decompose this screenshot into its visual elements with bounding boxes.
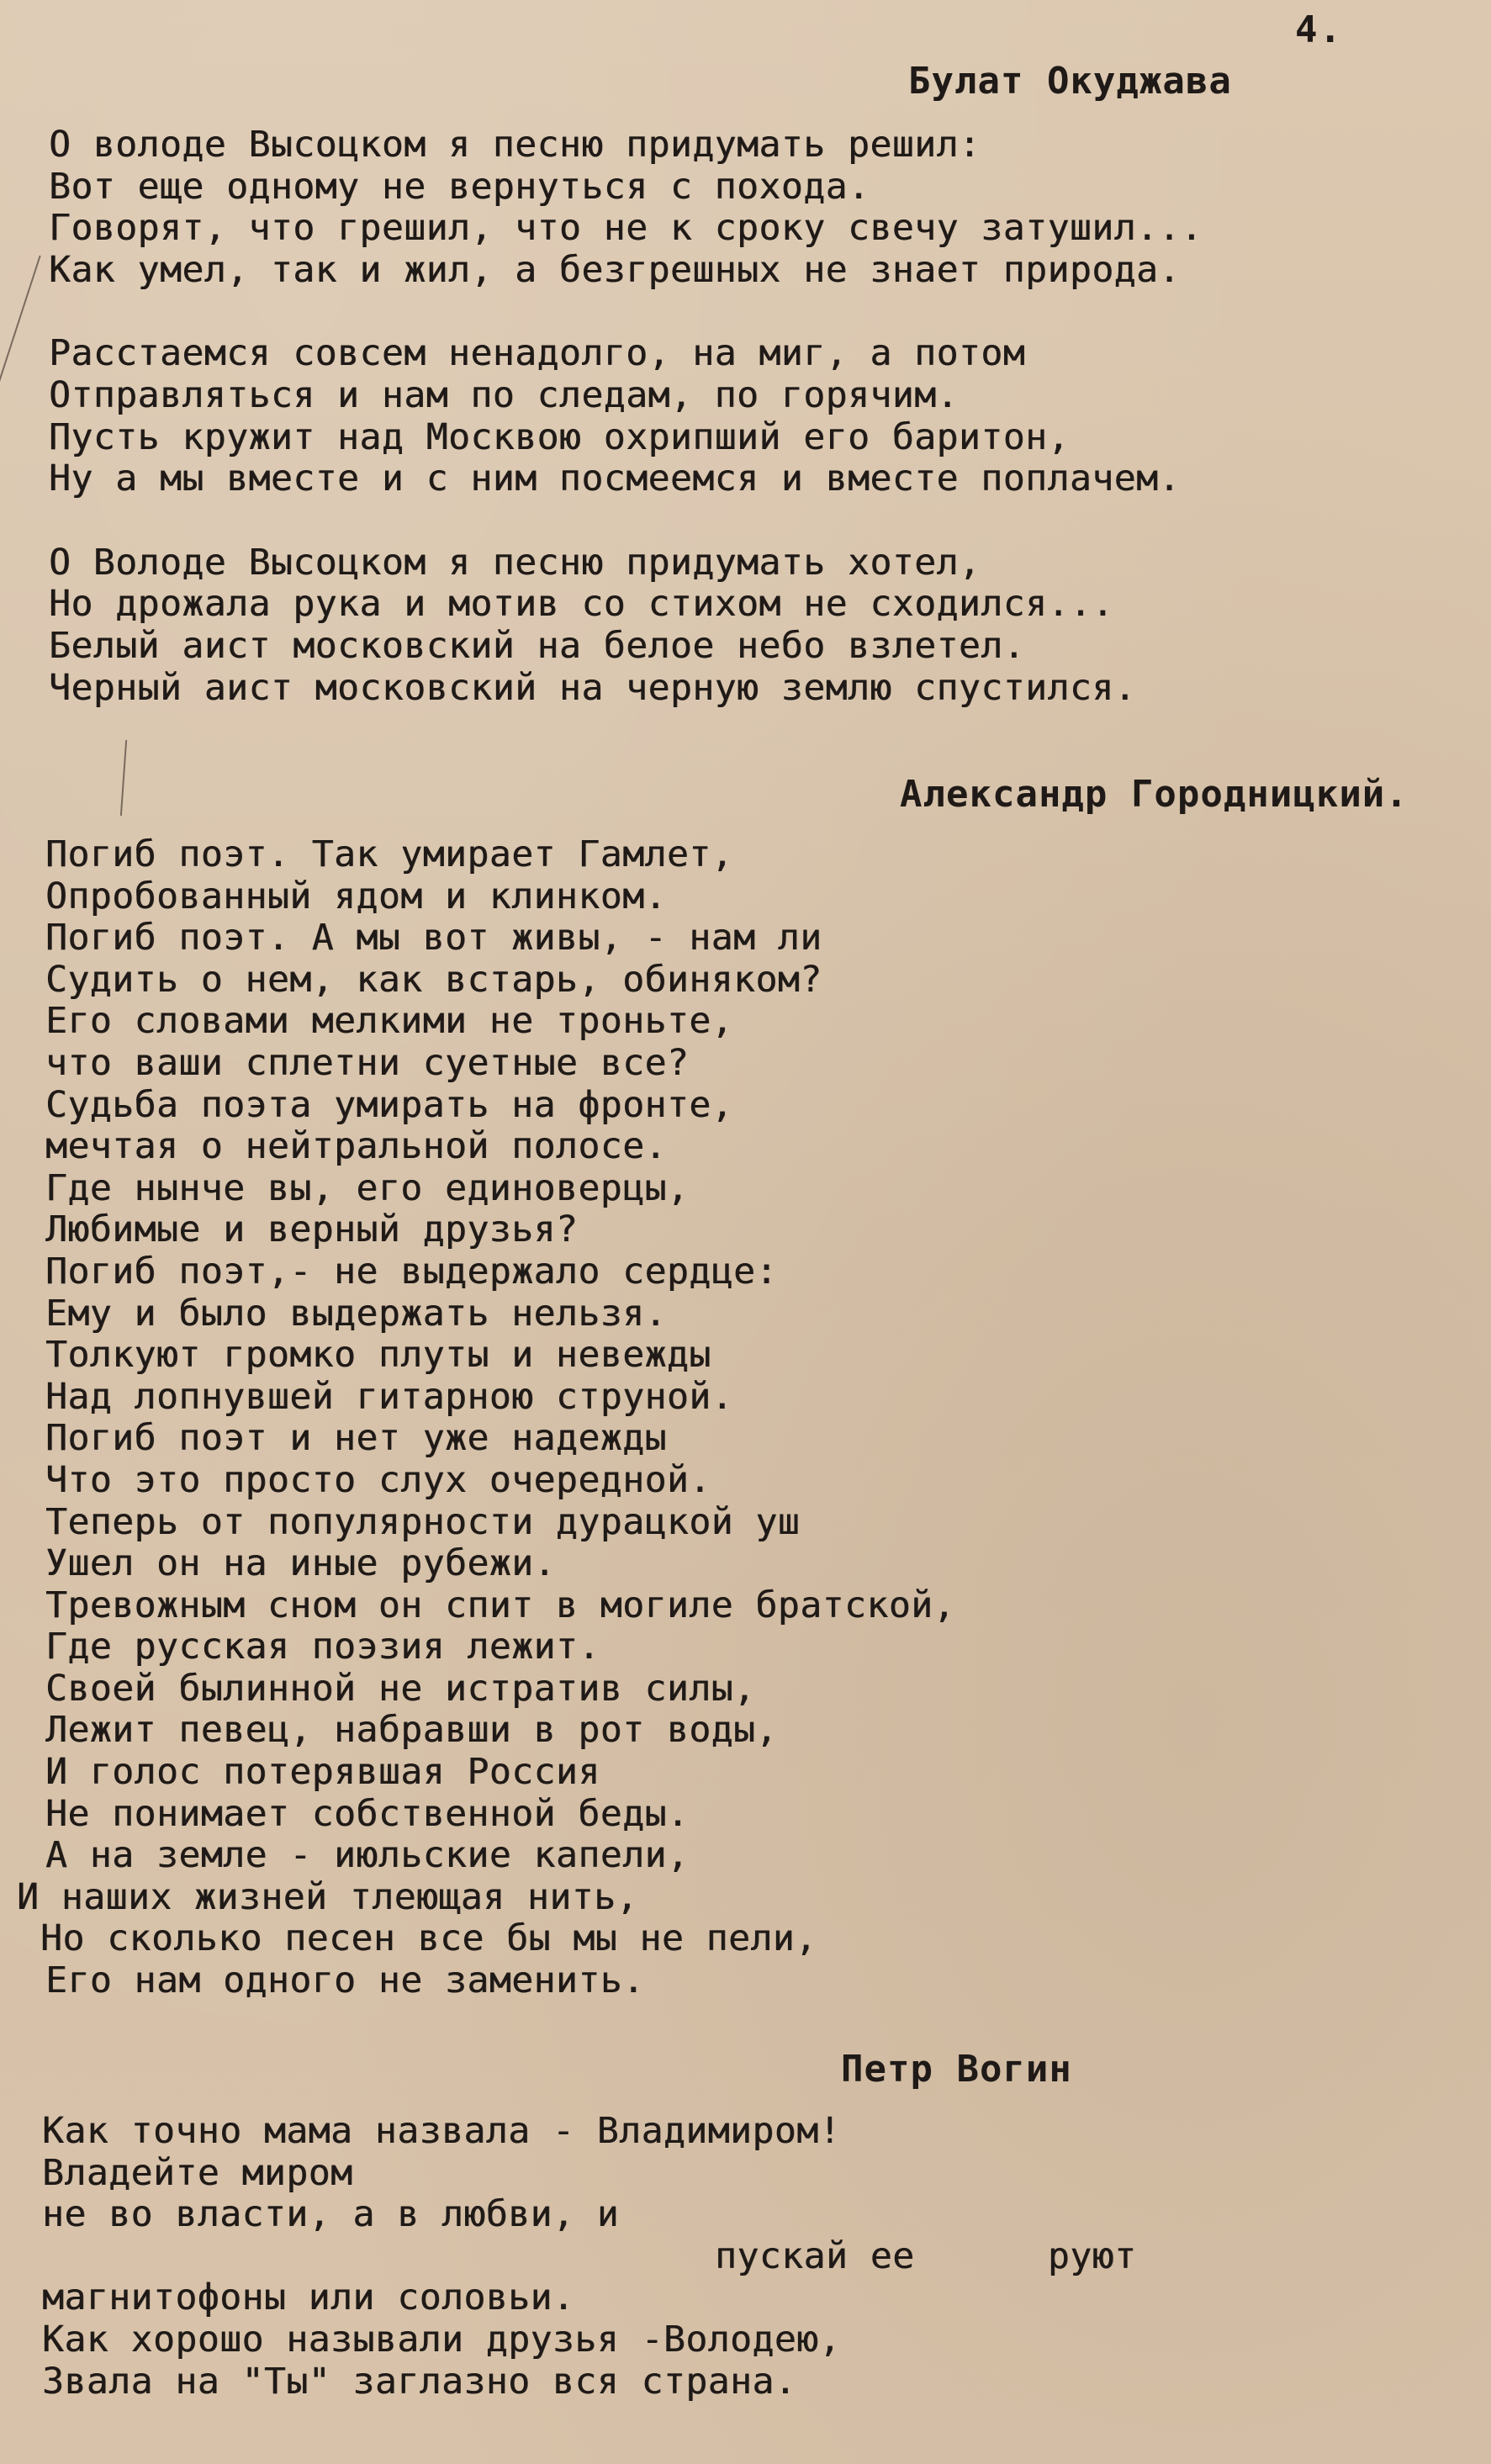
poem-line: Ушел он на иные рубежи. [45,1542,556,1585]
poem-line: О володе Высоцком я песню придумать решил: [49,124,981,166]
poem-line: Но сколько песен все бы мы не пели, [40,1917,817,1960]
poem-line: Опробованный ядом и клинком. [45,875,667,917]
poem-line: Его нам одного не заменить. [45,1959,645,2002]
poem-line: О Володе Высоцком я песню придумать хотел, [49,541,981,584]
poem-line: Как хорошо называли друзья -Володею, [42,2318,841,2361]
poem-line: Не понимает собственной беды. [45,1792,690,1835]
author-okudzhava: Булат Окуджава [908,60,1232,103]
scratch-mark [0,256,41,384]
scratch-mark [120,740,127,816]
poem-line: Погиб поэт и нет уже надежды [45,1417,667,1460]
poem-line: Где русская поэзия лежит. [45,1626,600,1668]
poem-line: Любимые и верный друзья? [45,1208,579,1251]
poem-vogin [42,2111,1136,2403]
poem-line: Белый аист московский на белое небо взлетел. [49,624,1026,667]
stanza [49,124,1203,291]
page-number: 4. [1295,8,1343,51]
poem-line: Как умел, так и жил, а безгрешных не знает природа. [49,248,1181,291]
poem-line: Вот еще одному не вернуться с похода. [49,165,870,208]
poem-line: что ваши сплетни суетные все? [45,1041,690,1084]
poem-line: Черный аист московский на черную землю спустился. [49,666,1137,709]
poem-line: магнитофоны или соловьи. [42,2276,575,2319]
poem-line: Отправляться и нам по следам, по горячим. [49,373,959,416]
poem-line: Его словами мелкими не троньте, [45,1000,734,1043]
poem-line: Пусть кружит над Москвою охрипший его баритон, [49,415,1070,458]
poem-line: Судить о нем, как встарь, обиняком? [45,958,822,1001]
poem-line: Толкуют громко плуты и невежды [45,1334,711,1377]
poem-line: Лежит певец, набравши в рот воды, [45,1709,778,1752]
poem-line: Владейте миром [42,2151,353,2194]
stanza-gap [49,291,1203,333]
poem-line: Над лопнувшей гитарною струной. [45,1375,734,1418]
author-vogin: Петр Вогин [841,2048,1072,2091]
poem-line: не во власти, а в любви, и [42,2193,620,2236]
poem-okudzhava [49,124,1203,709]
poem-line: Погиб поэт,- не выдержало сердце: [45,1250,778,1293]
poem-line: мечтая о нейтральной полосе. [45,1125,667,1168]
poem-line: Расстаемся совсем ненадолго, на миг, а потом [49,332,1026,375]
author-gorodnitsky: Александр Городницкий. [900,773,1409,816]
poem-line: Теперь от популярности дурацкой уш [45,1500,801,1543]
poem-line: И голос потерявшая Россия [45,1751,600,1794]
poem-line: Судьба поэта умирать на фронте, [45,1083,734,1126]
poem-line: Как точно мама назвала - Владимиром! [42,2110,841,2152]
poem-line: Погиб поэт. Так умирает Гамлет, [45,833,734,875]
poem-line: Ему и было выдержать нельзя. [45,1292,667,1335]
poem-gorodnitsky [17,833,955,2002]
poem-line: Говорят, что грешил, что не к сроку свечу затушил... [49,207,1203,250]
poem-line: Своей былинной не истратив силы, [45,1667,756,1710]
stanza-gap [49,500,1203,542]
poem-line: Что это просто слух очередной. [45,1458,711,1501]
stanza [49,542,1203,709]
poem-line: Ну а мы вместе и с ним посмеемся и вместе поплачем. [49,457,1181,500]
poem-line: Тревожным сном он спит в могиле братской, [45,1584,955,1626]
poem-line: Погиб поэт. А мы вот живы, - нам ли [45,917,822,960]
poem-line: А на земле - июльские капели, [45,1834,690,1877]
poem-line: И наших жизней тлеющая нить, [17,1875,638,1918]
poem-line: Но дрожала рука и мотив со стихом не сходился... [49,583,1114,626]
poem-line: пускай ее руют [715,2234,1137,2277]
stanza [49,333,1203,500]
poem-line: Где нынче вы, его единоверцы, [45,1166,690,1209]
poem-line: Звала на "Ты" заглазно вся страна. [42,2360,797,2403]
